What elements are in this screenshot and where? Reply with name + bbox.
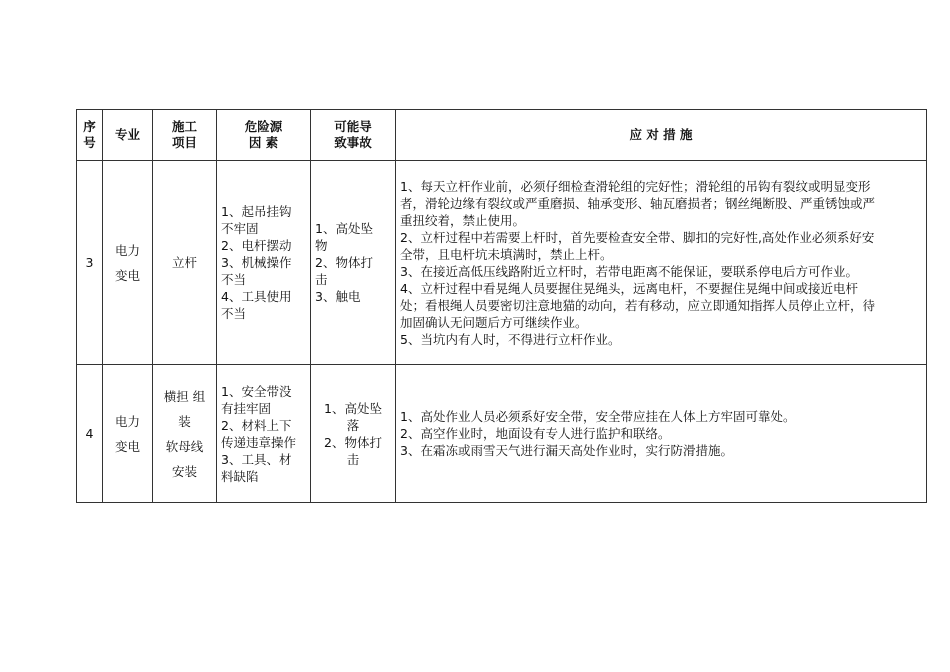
- header-accident: 可能导 致事故: [311, 110, 396, 161]
- cell-major: 电力 变电: [103, 161, 153, 365]
- cell-accident: 1、高处坠 落 2、物体打 击: [311, 365, 396, 503]
- header-project: 施工 项目: [153, 110, 217, 161]
- cell-major: 电力 变电: [103, 365, 153, 503]
- table-row: [77, 365, 927, 503]
- cell-project: 立杆: [153, 161, 217, 365]
- header-major: 专业: [103, 110, 153, 161]
- cell-measures: 1、高处作业人员必须系好安全带，安全带应挂在人体上方牢固可靠处。 2、高空作业时，地面设有专人进行监护和联络。 3、在霜冻或雨雪天气进行漏天高处作业时，实行防滑措施。: [396, 365, 927, 503]
- cell-accident: 1、高处坠 物 2、物体打 击 3、触电: [311, 161, 396, 365]
- table-header-row: [77, 110, 927, 161]
- safety-measures-table: [76, 109, 927, 503]
- cell-seq: 3: [77, 161, 103, 365]
- header-measures: 应 对 措 施: [396, 110, 927, 161]
- header-seq: 序 号: [77, 110, 103, 161]
- cell-hazard: 1、安全带没 有挂牢固 2、材料上下 传递违章操作 3、工具、材 料缺陷: [217, 365, 311, 503]
- header-hazard: 危险源 因 素: [217, 110, 311, 161]
- cell-project: 横担 组 装 软母线 安装: [153, 365, 217, 503]
- table-row: [77, 161, 927, 365]
- cell-hazard: 1、起吊挂钩 不牢固 2、电杆摆动 3、机械操作 不当 4、工具使用 不当: [217, 161, 311, 365]
- cell-measures: 1、每天立杆作业前，必须仔细检查滑轮组的完好性；滑轮组的吊钩有裂纹或明显变形 者，滑轮边缘有裂纹或严重磨损、轴承变形、轴瓦磨损者；钢丝绳断股、严重锈蚀或严 重扭绞着，禁止使用。 2、立杆过程中若需要上杆时，首先要检查安全带、脚扣的完好性,高处作业必须系好安 全带，且电杆坑未填满时，禁止上杆。 3、在接近高低压线路附近立杆时，若带电距离不能保证，要联系停电后方可作业。 4、立杆过程中看晃绳人员要握住晃绳头，远离电杆，不要握住晃绳中间或接近电杆 处；看根绳人员要密切注意地猫的动向，若有移动，应立即通知指挥人员停止立杆，待 加固确认无问题后方可继续作业。 5、当坑内有人时，不得进行立杆作业。: [396, 161, 927, 365]
- cell-seq: 4: [77, 365, 103, 503]
